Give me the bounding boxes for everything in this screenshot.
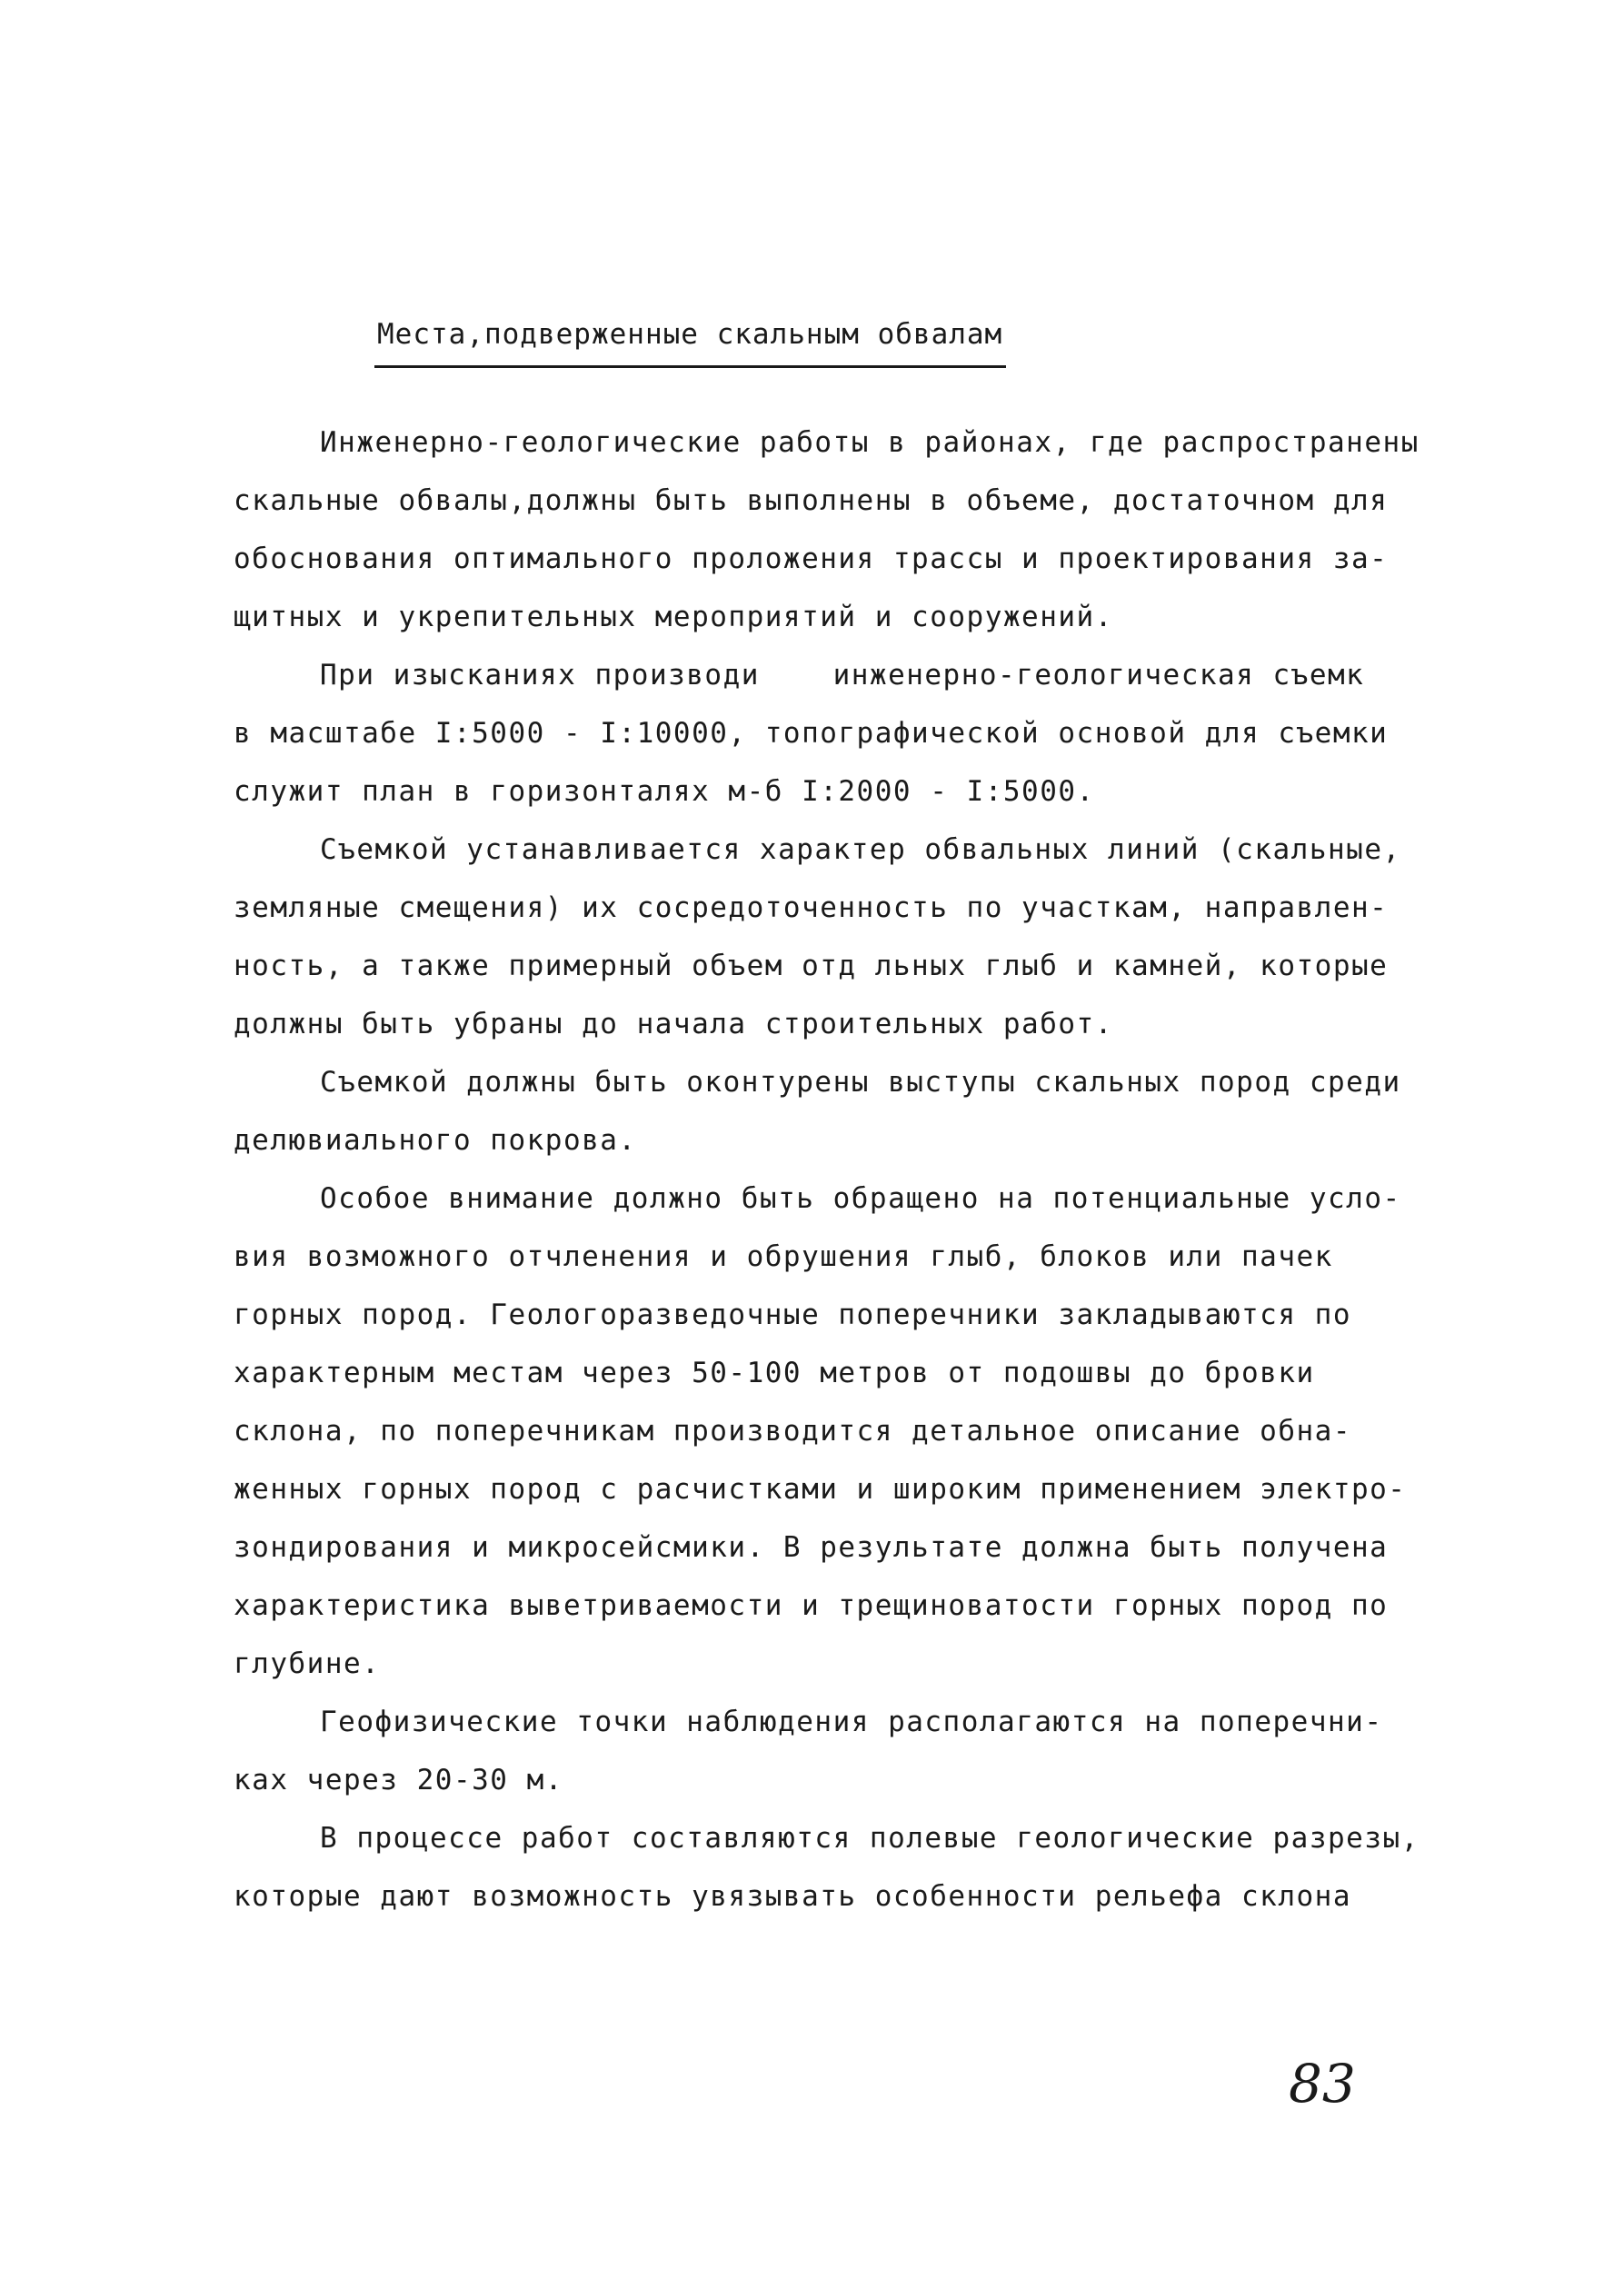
text-line: делювиального покрова.: [234, 1124, 637, 1157]
text-line: При изысканиях производи инженерно-геологическая съемк: [320, 659, 1365, 692]
body-text: [234, 413, 1420, 1926]
text-line: Геофизические точки наблюдения располагаются на поперечни-: [320, 1706, 1383, 1738]
text-line: глубине.: [234, 1647, 381, 1680]
paragraph: [234, 821, 1415, 1053]
text-line: Инженерно-геологические работы в районах, где распространены: [320, 426, 1420, 459]
paragraph: [234, 1809, 1420, 1926]
text-line: в масштабе I:5000 - I:10000, топографической основой для съемки: [234, 717, 1389, 750]
text-line: Особое внимание должно быть обращено на потенциальные усло-: [320, 1182, 1401, 1215]
text-line: щитных и укрепительных мероприятий и сооружений.: [234, 601, 1113, 633]
text-line: должны быть убраны до начала строительных работ.: [234, 1008, 1113, 1040]
text-line: земляные смещения) их сосредоточенность по участкам, направлен-: [234, 891, 1389, 924]
page-number: 83: [1289, 2053, 1356, 2115]
text-line: зондирования и микросейсмики. В результате должна быть получена: [234, 1531, 1389, 1564]
text-line: характерным местам через 50-100 метров от подошвы до бровки: [234, 1357, 1315, 1389]
text-line: вия возможного отчленения и обрушения глыб, блоков или пачек: [234, 1240, 1333, 1273]
paragraph: [234, 1169, 1415, 1693]
text-line: характеристика выветриваемости и трещиноватости горных пород по: [234, 1589, 1389, 1622]
paragraph: [234, 1053, 1415, 1169]
text-line: горных пород. Геологоразведочные поперечники закладываются по: [234, 1299, 1351, 1331]
text-line: служит план в горизонталях м-б I:2000 - I:5000.: [234, 775, 1095, 808]
text-line: обоснования оптимального проложения трассы и проектирования за-: [234, 542, 1389, 575]
paragraph: [234, 1693, 1415, 1809]
text-line: скальные обвалы,должны быть выполнены в объеме, достаточном для: [234, 484, 1389, 517]
text-line: Съемкой устанавливается характер обвальных линий (скальные,: [320, 833, 1401, 866]
text-line: женных горных пород с расчистками и широким применением электро-: [234, 1473, 1407, 1506]
text-line: ках через 20-30 м.: [234, 1764, 563, 1796]
text-line: Съемкой должны быть оконтурены выступы скальных пород среди: [320, 1066, 1401, 1099]
heading-underline: [374, 365, 1006, 368]
text-line: В процессе работ составляются полевые геологические разрезы,: [320, 1822, 1420, 1855]
paragraph: [234, 413, 1420, 646]
text-line: ность, а также примерный объем отд льных глыб и камней, которые: [234, 950, 1389, 982]
section-heading: Места,подверженные скальным обвалам: [377, 318, 1003, 351]
text-line: склона, по поперечникам производится детальное описание обна-: [234, 1415, 1351, 1448]
paragraph: [234, 646, 1415, 821]
text-line: которые дают возможность увязывать особенности рельефа склона: [234, 1880, 1351, 1913]
